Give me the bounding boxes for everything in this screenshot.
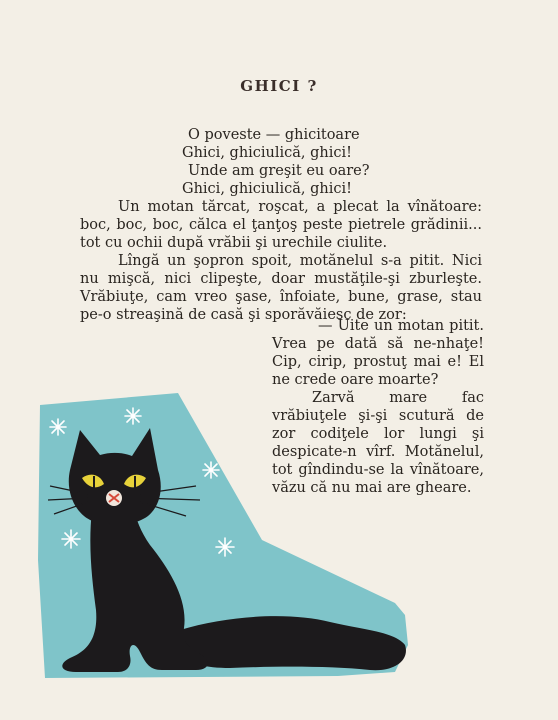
paragraph: Lîngă un şopron spoit, motănelul s-a pitit. Nici nu mişcă, nici clipeşte, doar mustăţile-şi zburleşte. Vrăbiuţe, cam vreo şase, înfoiate, bune, grase, stau pe-o streaşină de casă şi sporăvăiesc de zor:	[80, 253, 482, 323]
page-title: GHICI ?	[240, 77, 318, 95]
verse-line: Ghici, ghiciulică, ghici!	[182, 145, 352, 161]
verse-block	[182, 126, 370, 198]
snowflake-icon	[203, 462, 219, 478]
dialogue-paragraph: — Uite un motan pitit. Vrea pe dată să ne-nhaţe! Cip, cirip, prostuţ mai e! El ne crede oare moarte?	[272, 318, 484, 388]
snowflake-icon	[50, 419, 66, 435]
verse-line: Ghici, ghiciulică, ghici!	[182, 181, 352, 197]
snowflake-icon	[125, 408, 141, 424]
snowflake-icon	[62, 530, 80, 548]
verse-line: Unde am greşit eu oare?	[188, 163, 370, 179]
verse-line: O poveste — ghicitoare	[188, 127, 360, 143]
paragraph: Un motan tărcat, roşcat, a plecat la vînătoare: boc, boc, boc, călca el ţanţoş peste pietrele grădinii... tot cu ochii după vrăbii şi urechile ciulite.	[80, 199, 482, 251]
snowflake-icon	[216, 538, 234, 556]
paragraph: Zarvă mare fac vrăbiuţele şi-şi scutură de zor codiţele lor lungi şi despicate-n vîrf. Motănelul, tot gîndindu-se la vînătoare, văzu că nu mai are gheare.	[272, 390, 484, 496]
